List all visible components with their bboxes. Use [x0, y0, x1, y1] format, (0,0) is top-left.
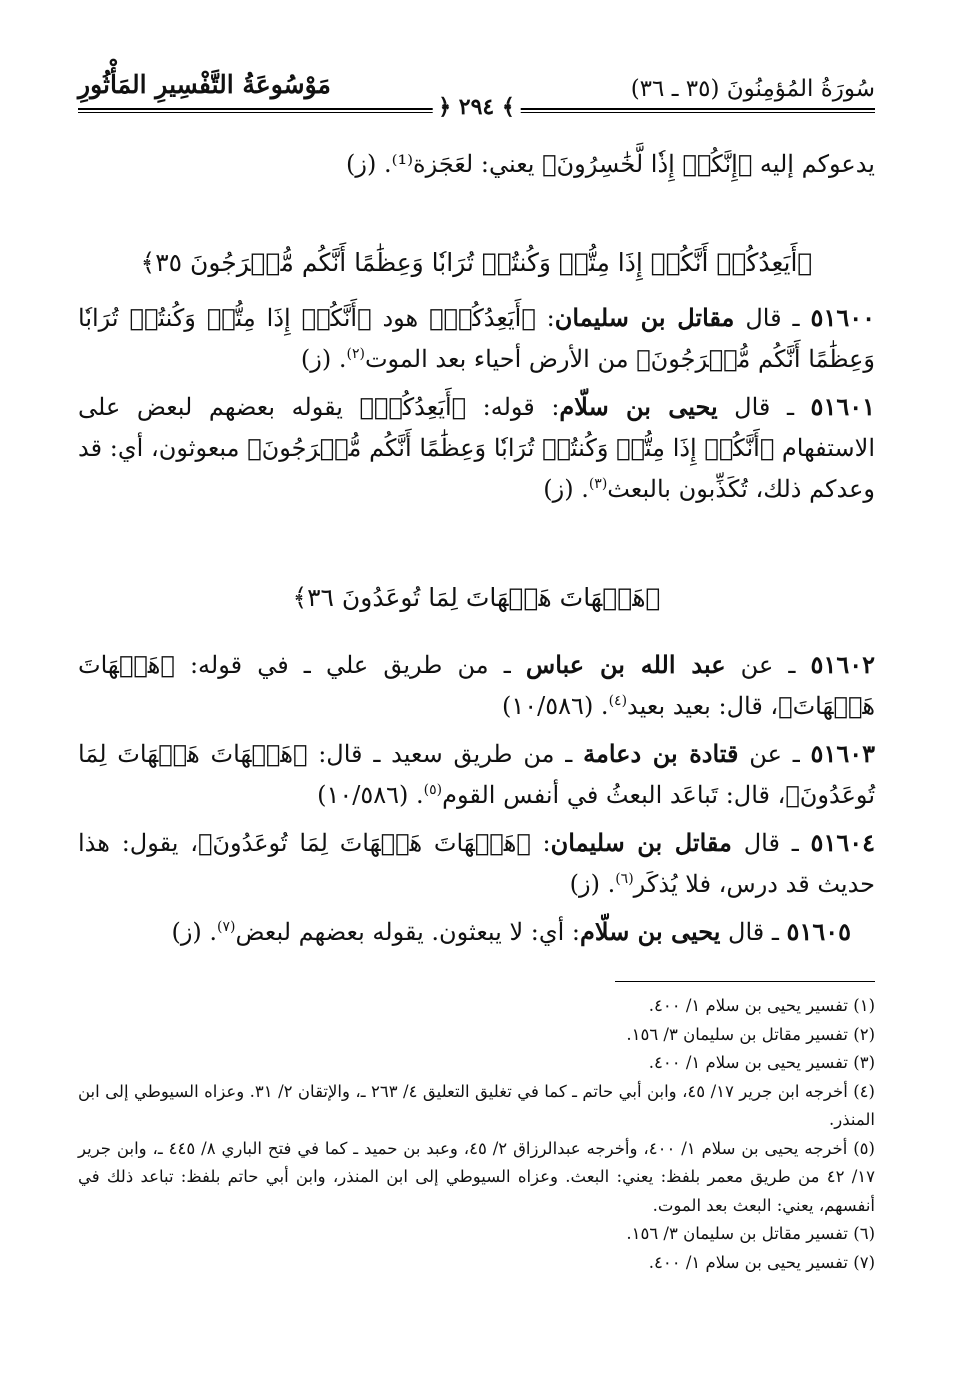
athar-51604 [78, 822, 875, 905]
athar-intro: ـ قال [731, 829, 811, 857]
footnote-5: (٥) أخرجه يحيى بن سلام ١/ ٤٠٠، وأخرجه عبدالرزاق ٢/ ٤٥، وعبد بن حميد ـ كما في فتح الباري ٨/ ٤٤٥ ـ، وابن جرير ١٧/ ٤٢ من طريق معمر بلفظ: يعني: البعث. وعزاه السيوطي إلى ابن المنذر، وابن أبي حاتم بلفظ: تباعد ذلك في أنفسهم، يعني: البعث بعد الموت. [78, 1138, 875, 1215]
athar-51605 [78, 911, 875, 953]
athar-body: : ﴿هَيۡهَاتَ هَيۡهَاتَ لِمَا تُوعَدُونَ﴾، يقول: هذا حديث قد درس، فلا يُذكَر [78, 829, 875, 898]
athar-source: . (ز) [543, 475, 589, 503]
page [78, 66, 875, 1344]
athar-source: . (ز) [569, 870, 616, 898]
footnote-ref: (٥) [423, 782, 443, 798]
footnote-6: (٦) تفسير مقاتل بن سليمان ٣/ ١٥٦. [626, 1224, 875, 1243]
footnote-ref: (٤) [608, 693, 628, 709]
athar-number: ٥١٦٠٤ [810, 828, 875, 857]
main-text [78, 144, 875, 1277]
athar-source: . (ز) [171, 918, 218, 946]
athar-intro: ـ عن [738, 740, 811, 768]
verse-36: ﴿هَيۡهَاتَ هَيۡهَاتَ لِمَا تُوعَدُونَ ٣٦﴾ [292, 583, 661, 612]
verse-35: ﴿أَيَعِدُكُمۡ أَنَّكُمۡ إِذَا مِتُّمۡ وَكُنتُمۡ تُرَابٗا وَعِظَٰمًا أَنَّكُم مُّخۡرَجُونَ ٣٥﴾ [140, 248, 813, 277]
athar-intro: ـ عن [725, 651, 811, 679]
athar-51600 [78, 297, 875, 380]
athar-intro: ـ قال [720, 918, 787, 946]
athar-body: ـ من طريق سعيد ـ قال: ﴿هَيۡهَاتَ هَيۡهَاتَ لِمَا تُوعَدُونَ﴾، قال: تَباعَد البعثُ في أنفس القوم [78, 740, 875, 809]
narrator-name: عبد الله بن عباس [525, 650, 726, 679]
narrator-name: يحيى بن سلّام [580, 917, 721, 946]
footnote-separator [615, 981, 875, 982]
athar-51603 [78, 733, 875, 816]
footnote-3: (٣) تفسير يحيى بن سلام ١/ ٤٠٠. [648, 1053, 875, 1072]
footnote-ref: (٦) [615, 871, 634, 887]
athar-51602 [78, 644, 875, 727]
athar-number: ٥١٦٠٥ [786, 917, 851, 946]
athar-intro: ـ قال [734, 304, 811, 332]
athar-source: . (ز) [300, 345, 347, 373]
athar-51601 [78, 386, 875, 510]
athar-number: ٥١٦٠٢ [810, 650, 875, 679]
athar-body: ـ من طريق علي ـ في قوله: ﴿هَيۡهَاتَ هَيۡهَاتَ﴾، قال: بعيد بعيد [78, 651, 875, 720]
athar-body: : قوله: ﴿أَيَعِدُكُمۡ﴾ يقوله بعضهم لبعض على الاستفهام ﴿أَنَّكُمۡ إِذَا مِتُّمۡ وَكُنتُمۡ تُرَابٗا وَعِظَٰمًا أَنَّكُم مُّخۡرَجُونَ﴾ مبعوثون، أي: قد وعدكم ذلك، تُكَذِّبون بالبعث [78, 393, 875, 503]
footnote-ref: (٢) [346, 346, 365, 362]
footnotes [78, 992, 875, 1277]
athar-body: : ﴿أَيَعِدُكُمۡ﴾ هود ﴿أَنَّكُمۡ إِذَا مِتُّمۡ وَكُنتُمۡ تُرَابٗا وَعِظَٰمًا أَنَّكُم مُّخۡرَجُونَ﴾ من الأرض أحياء بعد الموت [78, 304, 875, 373]
athar-source: . (١٠/٥٨٦) [317, 781, 424, 809]
athar-body: : أي: لا يبعثون. يقوله بعضهم لبعض [235, 918, 581, 946]
footnote-ref: (٧) [217, 919, 236, 935]
narrator-name: قتادة بن دعامة [583, 739, 739, 768]
running-header [78, 66, 875, 120]
narrator-name: مقاتل بن سليمان [550, 828, 732, 857]
footnote-ref: (٣) [588, 476, 608, 492]
athar-number: ٥١٦٠١ [810, 392, 875, 421]
surah-header: سُورَةُ المُؤمِنُونَ (٣٥ ـ ٣٦) [630, 76, 875, 102]
narrator-name: مقاتل بن سليمان [554, 303, 735, 332]
book-title: مَوْسُوعَةُ التَّفْسِيرِ المَأْثُورِ [78, 70, 331, 99]
narrator-name: يحيى بن سلّام [559, 392, 718, 421]
footnote-2: (٢) تفسير مقاتل بن سليمان ٣/ ١٥٦. [626, 1024, 875, 1044]
athar-source: . (١٠/٥٨٦) [502, 692, 609, 720]
footnote-1: (١) تفسير يحيى بن سلام ١/ ٤٠٠. [648, 996, 875, 1015]
athar-number: ٥١٦٠٠ [810, 303, 875, 332]
athar-number: ٥١٦٠٣ [810, 739, 875, 768]
continuation-line: يدعوكم إليه ﴿إِنَّكُمۡ إِذٗا لَّخَٰسِرُونَ﴾ يعني: لعَجَزة⁽¹⁾. (ز) [346, 150, 875, 178]
footnote-7: (٧) تفسير يحيى بن سلام ١/ ٤٠٠. [648, 1252, 875, 1272]
athar-intro: ـ قال [717, 393, 811, 421]
page-number: ﴾ ٢٩٤ ﴿ [432, 94, 521, 120]
footnote-4: (٤) أخرجه ابن جرير ١٧/ ٤٥، وابن أبي حاتم ـ كما في تغليق التعليق ٤/ ٢٦٣ ـ، والإتقان ٢/ ٣١. وعزاه السيوطي إلى ابن المنذر. [78, 1081, 875, 1129]
